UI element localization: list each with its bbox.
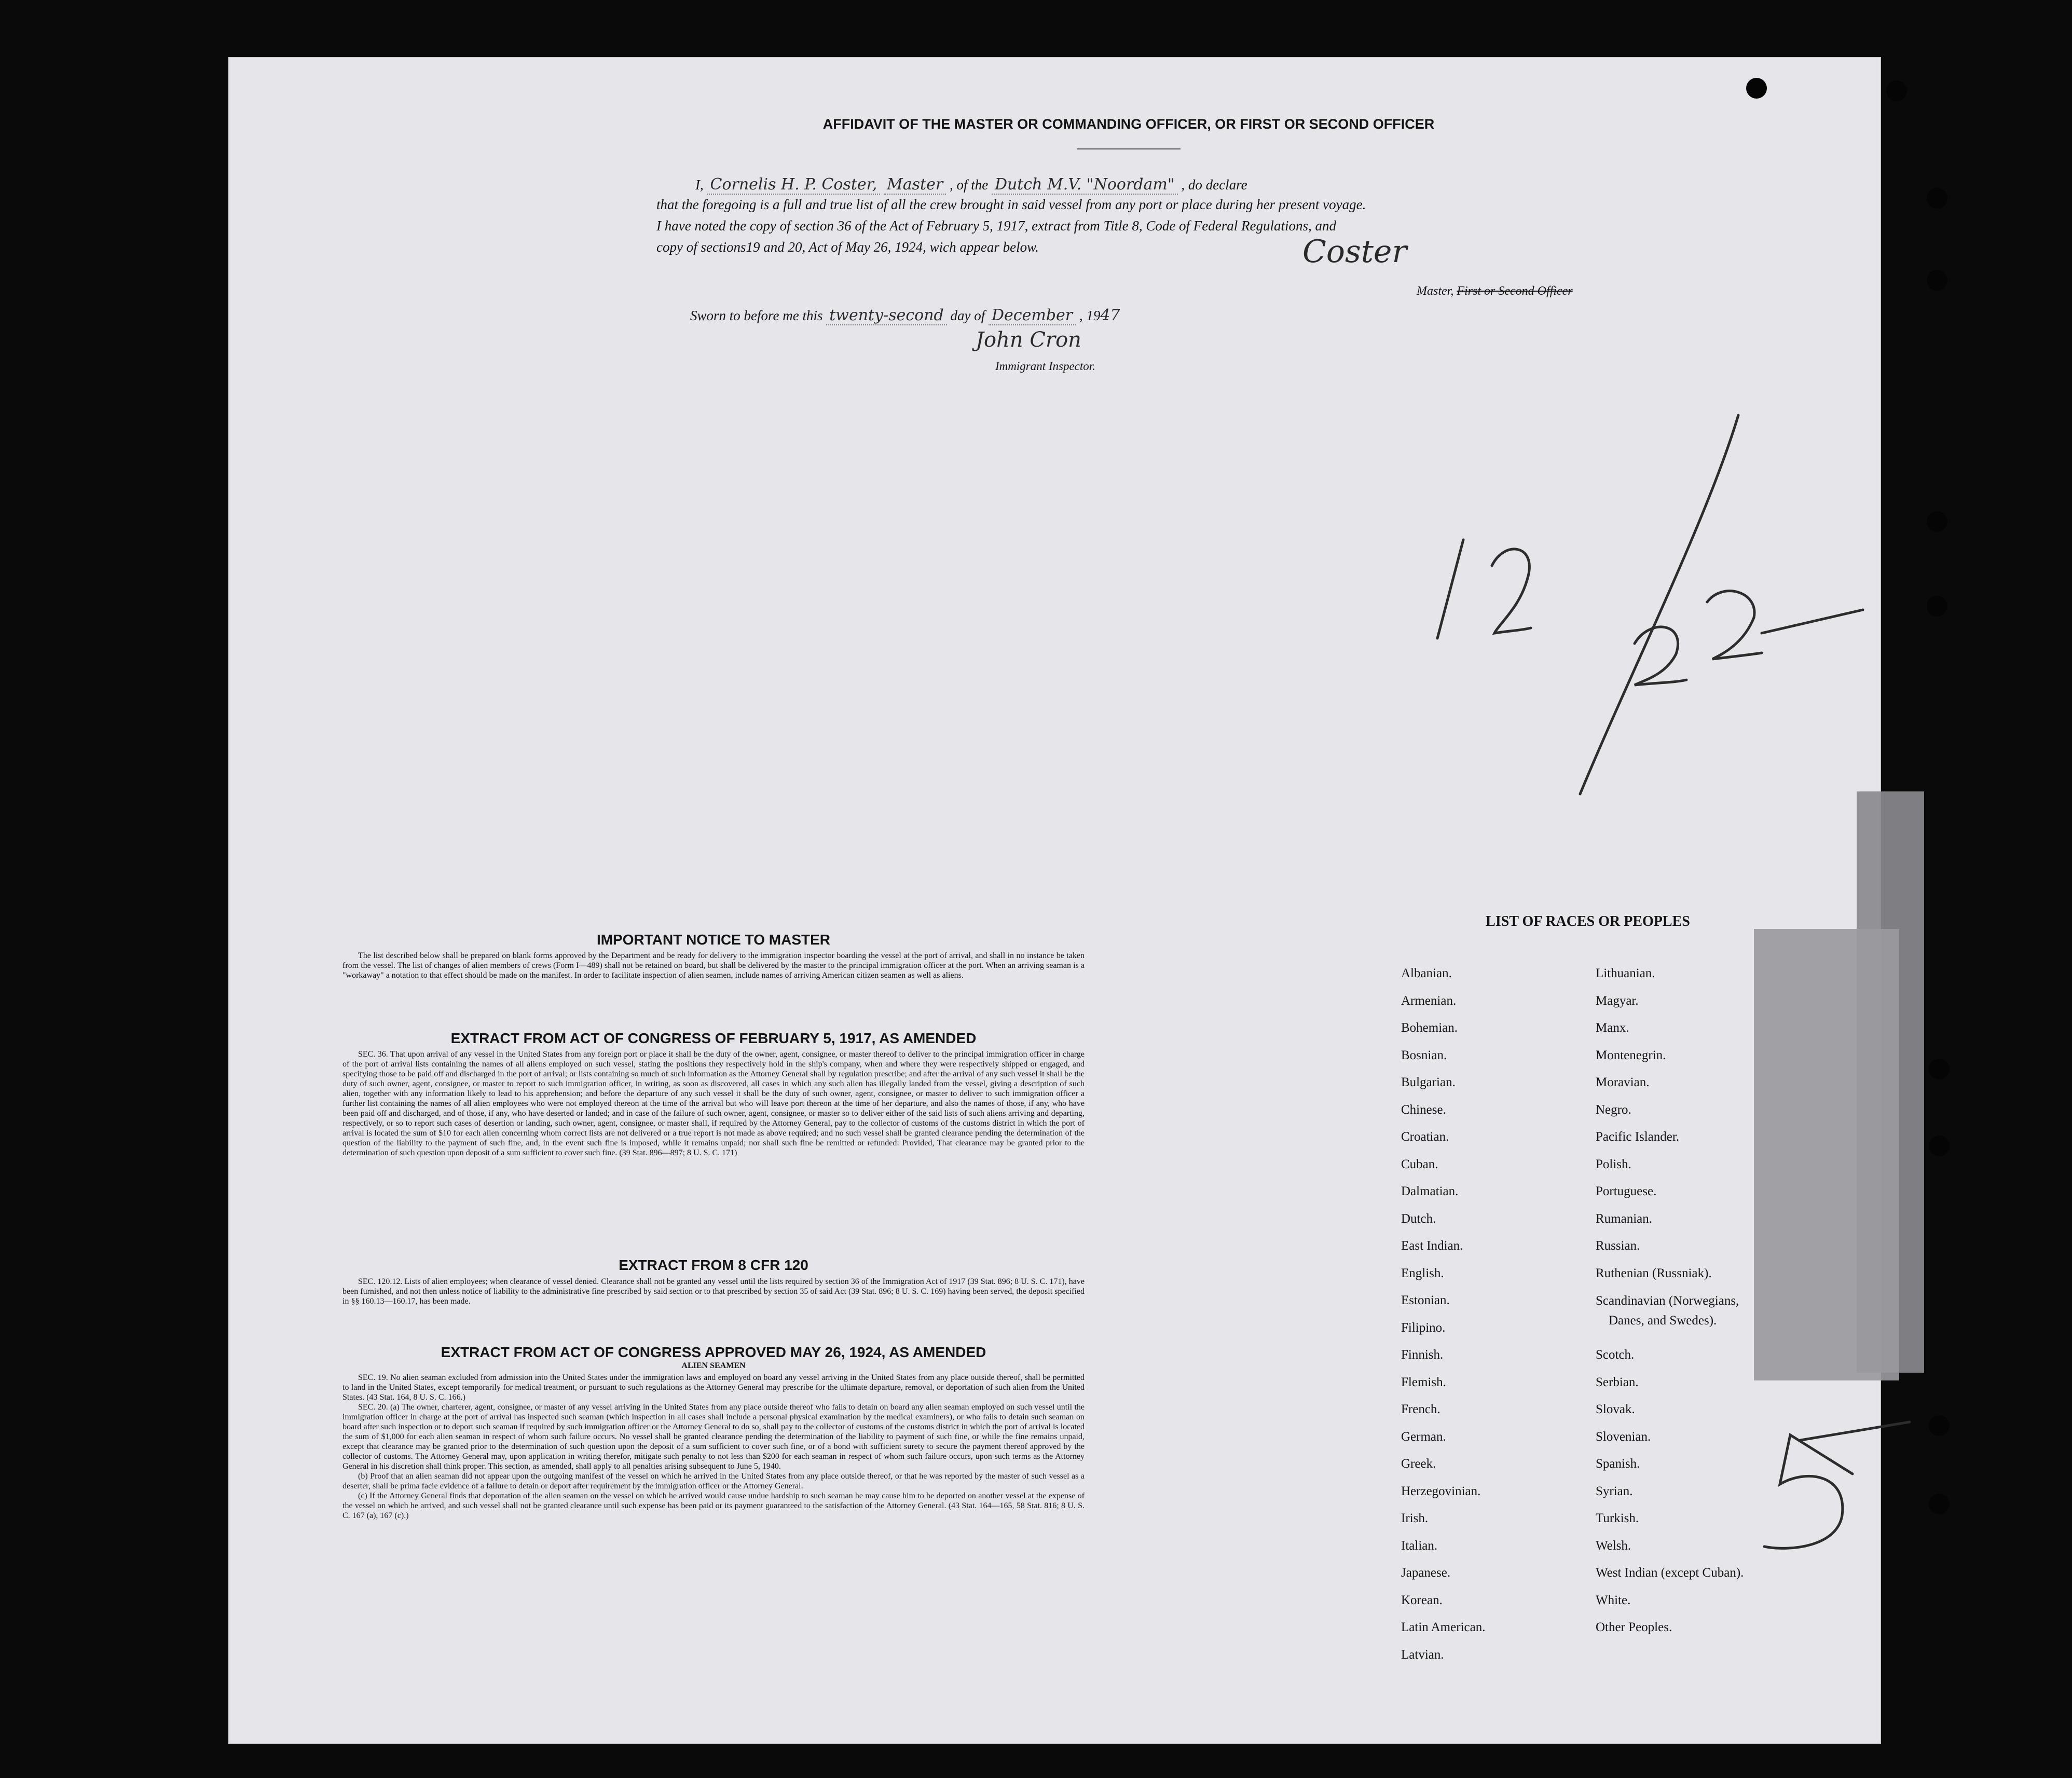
year-prefix: , 19 [1079, 308, 1101, 323]
race-item: Flemish. [1401, 1375, 1446, 1389]
race-item: Bulgarian. [1401, 1075, 1456, 1089]
race-item: Cuban. [1401, 1157, 1438, 1171]
do-declare-text: , do declare [1181, 177, 1247, 193]
race-item: Manx. [1596, 1021, 1629, 1035]
race-item: Slovak. [1596, 1402, 1635, 1416]
sec-19-paragraph: SEC. 19. No alien seaman excluded from admission into the United States under the immigration laws and employed on board any vessel arriving in the United States from any place outside thereof, shall be permitted to land in the United States, except temporarily for medical treatment, or pursuant to such regulations as the Attorney General may prescribe for the ultimate departure, removal, or deportation of such alien from the United States. (43 Stat. 164, 8 U. S. C. 166.) [342, 1373, 1085, 1402]
race-item: Irish. [1401, 1511, 1429, 1525]
race-item: White. [1596, 1593, 1631, 1607]
race-item: Welsh. [1596, 1538, 1631, 1553]
notice-title: IMPORTANT NOTICE TO MASTER [596, 932, 831, 948]
affidavit-line-3: I have noted the copy of section 36 of the Act of February 5, 1917, extract from Title 8, Code of Federal Regulations, and [656, 218, 1337, 234]
race-item: Bosnian. [1401, 1048, 1447, 1062]
race-item: Latvian. [1401, 1647, 1444, 1662]
sec-20b-paragraph: (b) Proof that an alien seaman did not appear upon the outgoing manifest of the vessel on which he arrived in the United States from any place outside thereof, or that he was reported by the master of such vessel as a deserter, shall be prima facie evidence of a failure to detain or deport after requirement by the immigration officer or the Attorney General. [342, 1472, 1085, 1490]
race-item: Latin American. [1401, 1620, 1486, 1634]
vessel-name: Dutch M.V. "Noordam" [992, 175, 1178, 195]
notice-body: The list described below shall be prepared on blank forms approved by the Department and be ready for delivery to the immigration inspector boarding the vessel at the port of arrival, and shall in no instance be taken from the vessel. The list of changes of alien members of crews (Form I—489) shall not be retained on board, but shall be delivered by the master to the principal immigration officer at the port. When an arriving seaman is a "workaway" a notation to that effect should be made on the manifest. In order to facilitate inspection of alien seamen, include names of arriving American citizen seamen as well as aliens. [342, 951, 1085, 980]
affidavit-line-4: copy of sections19 and 20, Act of May 26, 1924, wich appear below. [656, 239, 1039, 255]
race-item: Syrian. [1596, 1484, 1633, 1498]
race-item: Chinese. [1401, 1102, 1446, 1117]
extract-1917-title: EXTRACT FROM ACT OF CONGRESS OF FEBRUARY 5, 1917, AS AMENDED [450, 1030, 977, 1046]
race-item: Portuguese. [1596, 1184, 1657, 1198]
rank: Master [884, 175, 946, 195]
extract-1917-body: SEC. 36. That upon arrival of any vessel in the United States from any foreign port or place it shall be the duty of the owner, agent, consignee, or master thereof to deliver to the principal immigration officer in charge of the port of arrival lists containing the names of all aliens employed on such vessel, stating the positions they respectively hold in the ship's company, when and where they were respectively shipped or engaged, and specifying those to be paid off and discharged in the port of arrival; or lists containing so much of such information as the Attorney General shall by regulation prescribe; and after the arrival of any such vessel it shall be the duty of such owner, agent, consignee, or master to report to such immigration officer, in writing, as soon as discovered, all cases in which any such alien has illegally landed from the vessel, giving a description of such alien, together with any information likely to lead to his apprehension; and before the departure of any such vessel it shall be the duty of such owner, agent, consignee, or master to deliver to such immigration officer a further list containing the names of all alien employees who were not employed thereon at the time of the arrival but who will leave port thereon at the time of her departure, and also the names of those, if any, who have been paid off and discharged, and of those, if any, who have deserted or landed; and in case of the failure of such owner, agent, consignee, or master so to deliver either of the said lists of such aliens arriving and departing, respectively, or so to report such cases of desertion or landing, such owner, agent, consignee, or master shall, if required by the Attorney General, pay to the collector of customs of the customs district in which the port of arrival is located the sum of $10 for each alien concerning whom correct lists are not delivered or a true report is not made as above required; and no such vessel shall be granted clearance pending the determination of the question of the liability to the payment of such fine, and, in the event such fine is imposed, while it remains unpaid; nor shall such fine be remitted or refunded: Provided, That clearance may be granted prior to the determination of such question upon deposit of a sum sufficient to cover such fine. (39 Stat. 896—897; 8 U. S. C. 171) [342, 1050, 1085, 1157]
race-item: Japanese. [1401, 1566, 1451, 1580]
race-item: Turkish. [1596, 1511, 1639, 1525]
race-item: Ruthenian (Russniak). [1596, 1266, 1712, 1280]
race-item: Serbian. [1596, 1375, 1639, 1389]
race-item: West Indian (except Cuban). [1596, 1566, 1744, 1580]
race-item: Korean. [1401, 1593, 1443, 1607]
sworn-year: 47 [1100, 306, 1120, 324]
race-item: Greek. [1401, 1457, 1436, 1471]
handwritten-date [0, 0, 1, 1]
race-item-scandinavian [1596, 1287, 1782, 1342]
affidavit-title: AFFIDAVIT OF THE MASTER OR COMMANDING OFFICER, OR FIRST OR SECOND OFFICER [822, 116, 1435, 132]
extract-1924-title: EXTRACT FROM ACT OF CONGRESS APPROVED MAY 26, 1924, AS AMENDED [441, 1344, 986, 1360]
race-item: French. [1401, 1402, 1440, 1416]
race-item: Albanian. [1401, 966, 1452, 980]
race-item: English. [1401, 1266, 1444, 1280]
master-label: Master, [1417, 284, 1454, 298]
race-item: Armenian. [1401, 993, 1457, 1008]
race-item: Finnish. [1401, 1348, 1444, 1362]
of-the-text: , of the [949, 177, 989, 193]
struck-officer-label: First or Second Officer [1457, 284, 1573, 298]
race-item: Polish. [1596, 1157, 1631, 1171]
race-item: Italian. [1401, 1538, 1438, 1553]
inspector-label: Immigrant Inspector. [995, 360, 1095, 373]
extract-cfr-title: EXTRACT FROM 8 CFR 120 [619, 1257, 808, 1273]
day-of-text: day of [950, 308, 985, 323]
race-item: Dutch. [1401, 1211, 1436, 1226]
race-item: Filipino. [1401, 1320, 1446, 1335]
sec-20c-paragraph: (c) If the Attorney General finds that deportation of the alien seaman on the vessel on which he arrived would cause undue hardship to such seaman he may cause him to be deported on another vessel at the expense of the vessel on which he arrived, and such vessel shall not be granted clearance until such expense has been paid or its payment guaranteed to the satisfaction of the Attorney General. (43 Stat. 164—165, 58 Stat. 816; 8 U. S. C. 167 (a), 167 (c).) [342, 1492, 1085, 1520]
race-item: Russian. [1596, 1239, 1640, 1253]
race-item: Scotch. [1596, 1348, 1635, 1362]
scandinavian-line-1: Scandinavian (Norwegians, [1596, 1294, 1739, 1308]
race-item: Magyar. [1596, 993, 1639, 1008]
races-column-2 [1596, 960, 1782, 1642]
sec-20a-paragraph: SEC. 20. (a) The owner, charterer, agent, consignee, or master of any vessel arriving in the United States from any place outside thereof who fails to detain on board any alien seaman employed on such vessel until the immigration officer in charge at the port of arrival has inspected such seaman (which inspection in all cases shall include a personal physical examination by the medical examiners), or who fails to detain such seaman on board after such inspection or to deport such seaman if required by such immigration officer or the Attorney General to do so, shall pay to the collector of customs of the customs district in which the port of arrival is located the sum of $1,000 for each alien seaman in respect of whom such failure occurs. No vessel shall be granted clearance pending the determination of the liability to payment of such fine, or while the fine remains unpaid, except that clearance may be granted prior to the determination of such question upon the deposit of a sum sufficient to cover such fine, or of a bond with sufficient surety to secure the payment thereof approved by the collector of customs. The Attorney General may, upon application in writing therefor, mitigate such penalty to not less than $200 for each seaman in respect of whom such failure occurs, upon such terms as the Attorney General in his discretion shall think proper. This section, as amended, shall apply to all penalties arising subsequent to June 5, 1940. [342, 1403, 1085, 1471]
sworn-month: December [989, 306, 1076, 325]
affidavit-line-2: that the foregoing is a full and true list of all the crew brought in said vessel from any port or place during her present voyage. [656, 197, 1366, 212]
race-item: Herzegovinian. [1401, 1484, 1481, 1498]
race-item: Spanish. [1596, 1457, 1640, 1471]
extract-cfr-body: SEC. 120.12. Lists of alien employees; when clearance of vessel denied. Clearance shall not be granted any vessel until the lists required by section 36 of the Immigration Act of 1917 (39 Stat. 896; 8 U. S. C. 171), have been furnished, and not then unless notice of liability to the administrative fine prescribed by said section or to that prescribed by section 35 of said Act (39 Stat. 896; 8 U. S. C. 169) having been served, the deposit specified in §§ 160.13—160.17, has been made. [342, 1277, 1085, 1306]
race-item: Estonian. [1401, 1293, 1450, 1307]
race-item: Moravian. [1596, 1075, 1650, 1089]
master-name: Cornelis H. P. Coster, [707, 175, 881, 195]
sworn-prefix: Sworn to before me this [690, 308, 823, 323]
races-column-1 [1401, 960, 1577, 1668]
race-item: Croatian. [1401, 1130, 1449, 1144]
extract-1924-body [342, 1373, 1085, 1521]
inspector-signature: John Cron [976, 328, 1081, 352]
race-item: Other Peoples. [1596, 1620, 1672, 1634]
handwritten-page-number [0, 1, 1, 2]
race-item: Dalmatian. [1401, 1184, 1459, 1198]
race-item: East Indian. [1401, 1239, 1463, 1253]
race-item: Pacific Islander. [1596, 1130, 1680, 1144]
sworn-day: twenty-second [826, 306, 947, 325]
race-item: Slovenian. [1596, 1429, 1651, 1444]
intro-text: I, [695, 177, 704, 193]
scandinavian-line-2: Danes, and Swedes). [1609, 1314, 1717, 1328]
race-item: Montenegrin. [1596, 1048, 1666, 1062]
master-signature: Coster [1302, 234, 1407, 270]
races-title: LIST OF RACES OR PEOPLES [1486, 913, 1690, 929]
race-item: Negro. [1596, 1102, 1631, 1117]
race-item: Lithuanian. [1596, 966, 1655, 980]
extract-1924-subtitle: ALIEN SEAMEN [681, 1361, 746, 1370]
race-item: German. [1401, 1429, 1446, 1444]
race-item: Rumanian. [1596, 1211, 1653, 1226]
race-item: Bohemian. [1401, 1021, 1458, 1035]
